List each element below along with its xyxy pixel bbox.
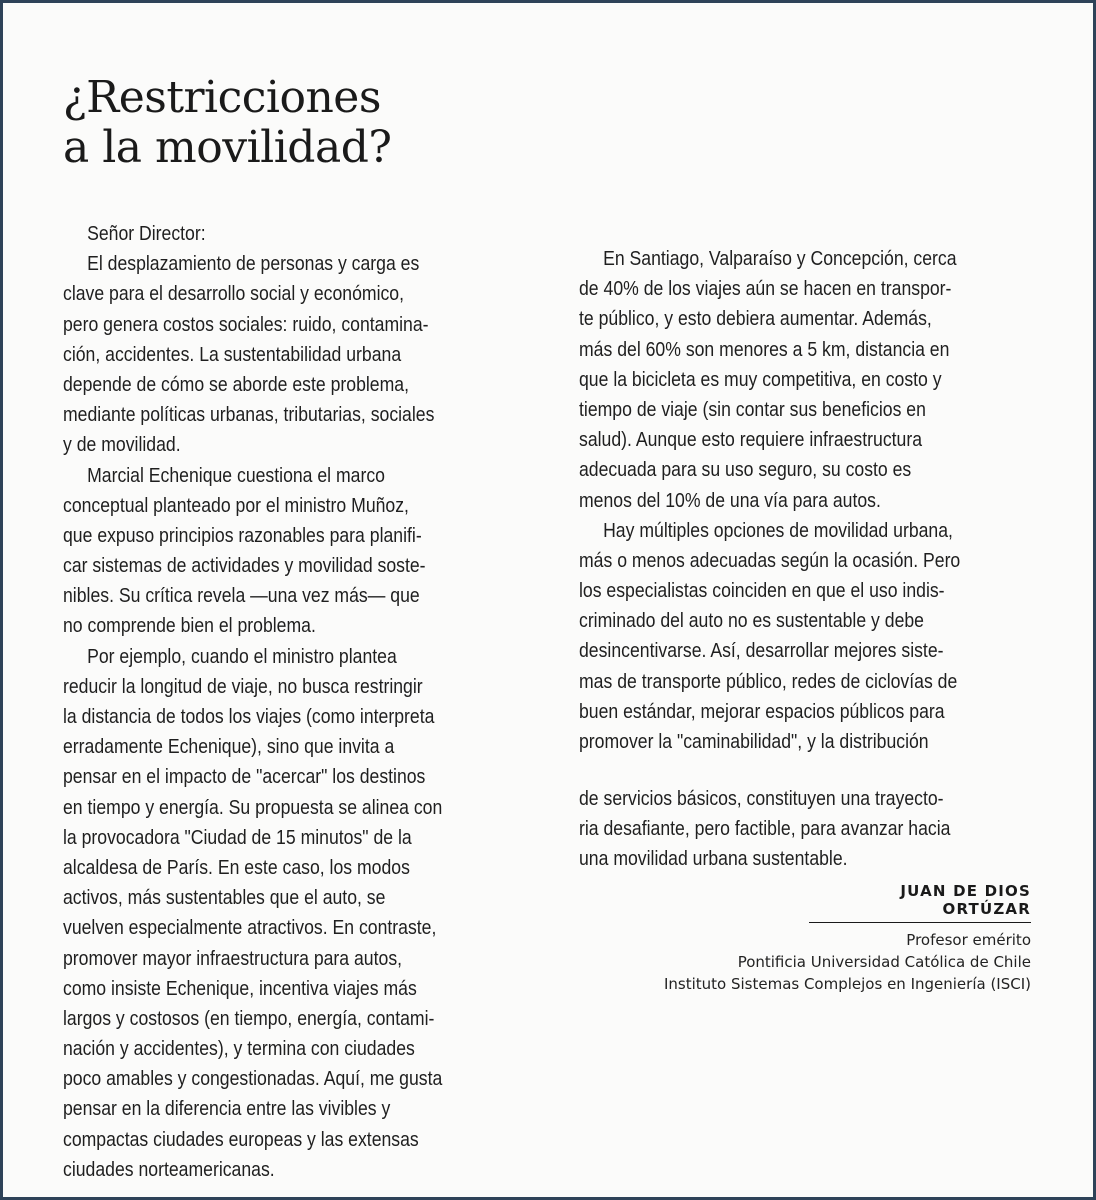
text-line: poco amables y congestionadas. Aquí, me gusta <box>63 1067 443 1091</box>
author-title: Profesor emérito <box>906 931 1031 949</box>
author-institute: Instituto Sistemas Complejos en Ingeniería (ISCI) <box>663 975 1031 993</box>
text-line: que expuso principios razonables para planifi- <box>63 523 422 547</box>
text-line: compactas ciudades europeas y las extensas <box>63 1127 419 1151</box>
text-line: la provocadora "Ciudad de 15 minutos" de la <box>63 825 412 849</box>
text-line: más o menos adecuadas según la ocasión. Pero <box>579 548 961 572</box>
text-line: pero genera costos sociales: ruido, contamina- <box>63 312 429 336</box>
text-line: no comprende bien el problema. <box>63 614 316 638</box>
text-line: ria desafiante, pero factible, para avanzar hacia <box>579 817 951 841</box>
text-line: pensar en la diferencia entre las vivibles y <box>63 1097 391 1121</box>
text-line: erradamente Echenique), sino que invita a <box>63 735 395 759</box>
text-line: más del 60% son menores a 5 km, distancia en <box>579 337 950 361</box>
title-line: ¿Restricciones <box>63 72 381 123</box>
text-line: mas de transporte público, redes de ciclovías de <box>579 669 958 693</box>
text-line: y de movilidad. <box>63 433 181 457</box>
text-line: menos del 10% de una vía para autos. <box>579 488 881 512</box>
text-line: como insiste Echenique, incentiva viajes más <box>63 976 417 1000</box>
text-line: vuelven especialmente atractivos. En contraste, <box>63 916 437 940</box>
text-line: largos y costosos (en tiempo, energía, contami- <box>63 1006 435 1030</box>
text-line: desincentivarse. Así, desarrollar mejores siste- <box>579 639 944 663</box>
text-line: Hay múltiples opciones de movilidad urbana, <box>603 518 953 542</box>
text-line: En Santiago, Valparaíso y Concepción, cerca <box>603 247 957 270</box>
text-line: activos, más sustentables que el auto, se <box>63 886 386 910</box>
article-title <box>63 73 563 173</box>
text-line: nación y accidentes), y termina con ciudades <box>63 1037 415 1061</box>
text-line: buen estándar, mejorar espacios públicos para <box>579 699 945 723</box>
text-line: criminado del auto no es sustentable y debe <box>579 609 924 633</box>
text-line: ciudades norteamericanas. <box>63 1157 275 1181</box>
text-line: Señor Director: <box>87 222 206 245</box>
text-line: salud). Aunque esto requiere infraestructura <box>579 428 923 452</box>
text-line: que la bicicleta es muy competitiva, en costo y <box>579 367 942 391</box>
text-line: alcaldesa de París. En este caso, los modos <box>63 855 410 879</box>
text-line: nibles. Su crítica revela —una vez más— que <box>63 584 420 608</box>
text-line: una movilidad urbana sustentable. <box>579 847 848 871</box>
text-line: la distancia de todos los viajes (como interpreta <box>63 705 435 728</box>
text-line: reducir la longitud de viaje, no busca restringir <box>63 674 423 698</box>
title-line: a la movilidad? <box>63 122 392 173</box>
text-line: en tiempo y energía. Su propuesta se alinea con <box>63 795 443 819</box>
signature-block <box>579 882 1031 995</box>
text-line: clave para el desarrollo social y económico, <box>63 282 405 306</box>
text-line: Por ejemplo, cuando el ministro plantea <box>87 644 397 668</box>
text-line: adecuada para su uso seguro, su costo es <box>579 458 912 482</box>
text-line: depende de cómo se aborde este problema, <box>63 372 409 396</box>
text-line: conceptual planteado por el ministro Muñoz, <box>63 493 409 517</box>
text-line: car sistemas de actividades y movilidad soste- <box>63 554 426 578</box>
text-line: tiempo de viaje (sin contar sus beneficios en <box>579 397 926 421</box>
text-line: de 40% de los viajes aún se hacen en transpor- <box>579 277 952 301</box>
text-line: los especialistas coinciden en que el uso indis- <box>579 579 945 603</box>
text-line: pensar en el impacto de "acercar" los destinos <box>63 765 426 789</box>
text-line: mediante políticas urbanas, tributarias, sociales <box>63 403 435 427</box>
author-affiliation: Pontificia Universidad Católica de Chile <box>737 953 1031 971</box>
text-line: promover la "caminabilidad", y la distribución <box>579 730 929 753</box>
right-column <box>579 244 1026 757</box>
text-line: Marcial Echenique cuestiona el marco <box>87 463 385 487</box>
text-line: El desplazamiento de personas y carga es <box>87 252 420 276</box>
left-column <box>63 219 493 1185</box>
right-column-tail <box>579 784 1026 875</box>
author-name: JUAN DE DIOS ORTÚZAR <box>809 882 1031 923</box>
text-line: te público, y esto debiera aumentar. Además, <box>579 307 932 331</box>
text-line: de servicios básicos, constituyen una trayecto- <box>579 787 944 810</box>
text-line: ción, accidentes. La sustentabilidad urbana <box>63 342 402 366</box>
text-line: promover mayor infraestructura para autos, <box>63 946 403 970</box>
